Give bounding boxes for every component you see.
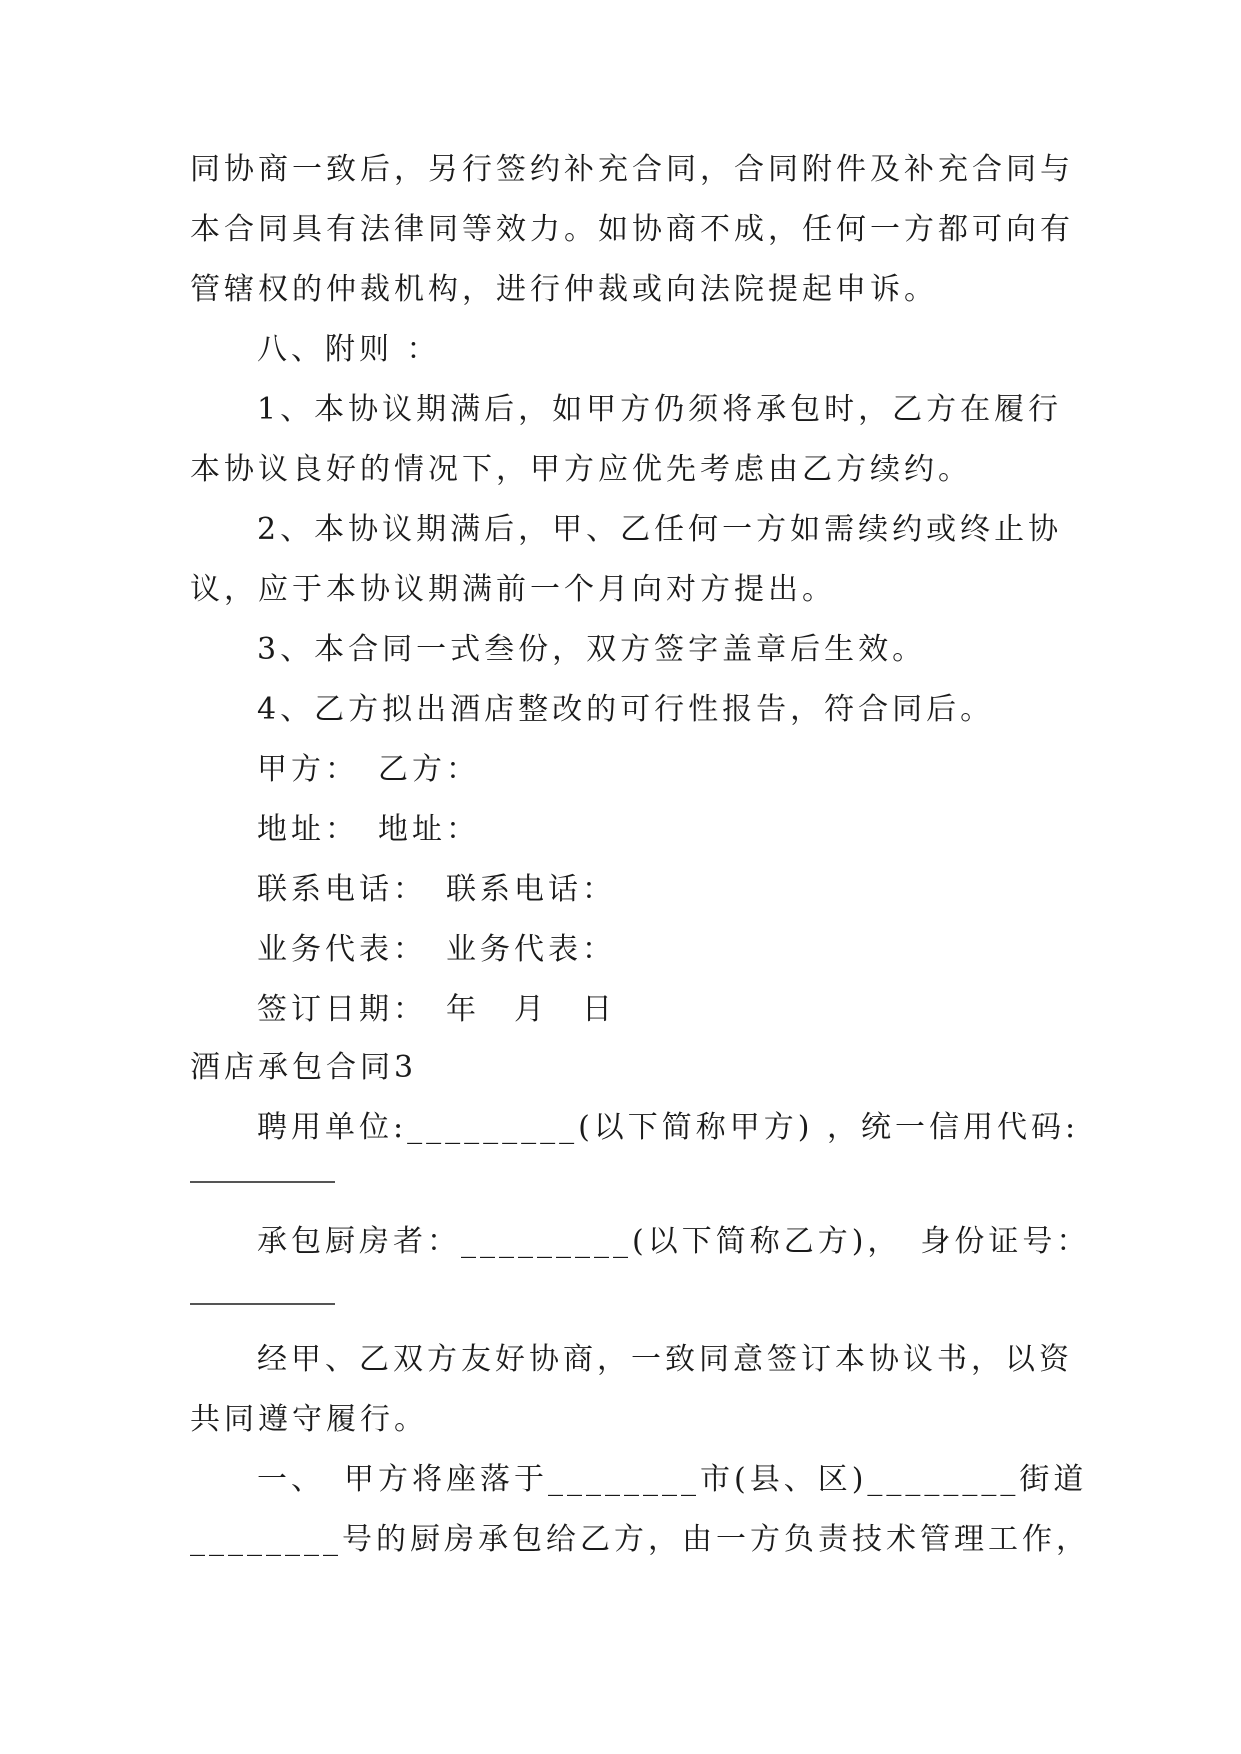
body-line: 议，应于本协议期满前一个月向对方提出。 [190, 572, 836, 607]
body-line: 本协议良好的情况下，甲方应优先考虑由乙方续约。 [190, 452, 972, 487]
signature-rep-line: 业务代表： 业务代表： [257, 932, 616, 967]
body-line: 共同遵守履行。 [190, 1402, 428, 1437]
clause-line: 4、乙方拟出酒店整改的可行性报告，符合同后。 [257, 692, 995, 727]
body-line: 管辖权的仲裁机构，进行仲裁或向法院提起申诉。 [190, 272, 938, 307]
signature-date-line: 签订日期： 年 月 日 [257, 992, 616, 1027]
fill-in-blank [190, 1303, 335, 1305]
clause-line: 一、 甲方将座落于________市(县、区)________街道 [257, 1462, 1088, 1497]
clause-line: 2、本协议期满后，甲、乙任何一方如需续约或终止协 [257, 512, 1063, 547]
body-line: ________号的厨房承包给乙方，由一方负责技术管理工作， [190, 1522, 1090, 1557]
clause-line: 1、本协议期满后，如甲方仍须将承包时，乙方在履行 [257, 392, 1063, 427]
contractor-line: 承包厨房者：_________(以下简称乙方)， 身份证号： [257, 1224, 1091, 1259]
signature-phone-line: 联系电话： 联系电话： [257, 872, 616, 907]
body-line: 本合同具有法律同等效力。如协商不成，任何一方都可向有 [190, 212, 1074, 247]
clause-line: 3、本合同一式叁份，双方签字盖章后生效。 [257, 632, 927, 667]
employer-line: 聘用单位:_________(以下简称甲方) ，统一信用代码: [257, 1110, 1080, 1145]
body-line: 同协商一致后，另行签约补充合同，合同附件及补充合同与 [190, 152, 1074, 187]
fill-in-blank [190, 1181, 335, 1183]
signature-party-line: 甲方： 乙方： [257, 752, 480, 787]
agreement-line: 经甲、乙双方友好协商，一致同意签订本协议书，以资 [257, 1342, 1073, 1377]
contract-title: 酒店承包合同3 [190, 1050, 418, 1085]
section-heading: 八、附则 ： [257, 332, 441, 367]
signature-address-line: 地址： 地址： [257, 812, 480, 847]
